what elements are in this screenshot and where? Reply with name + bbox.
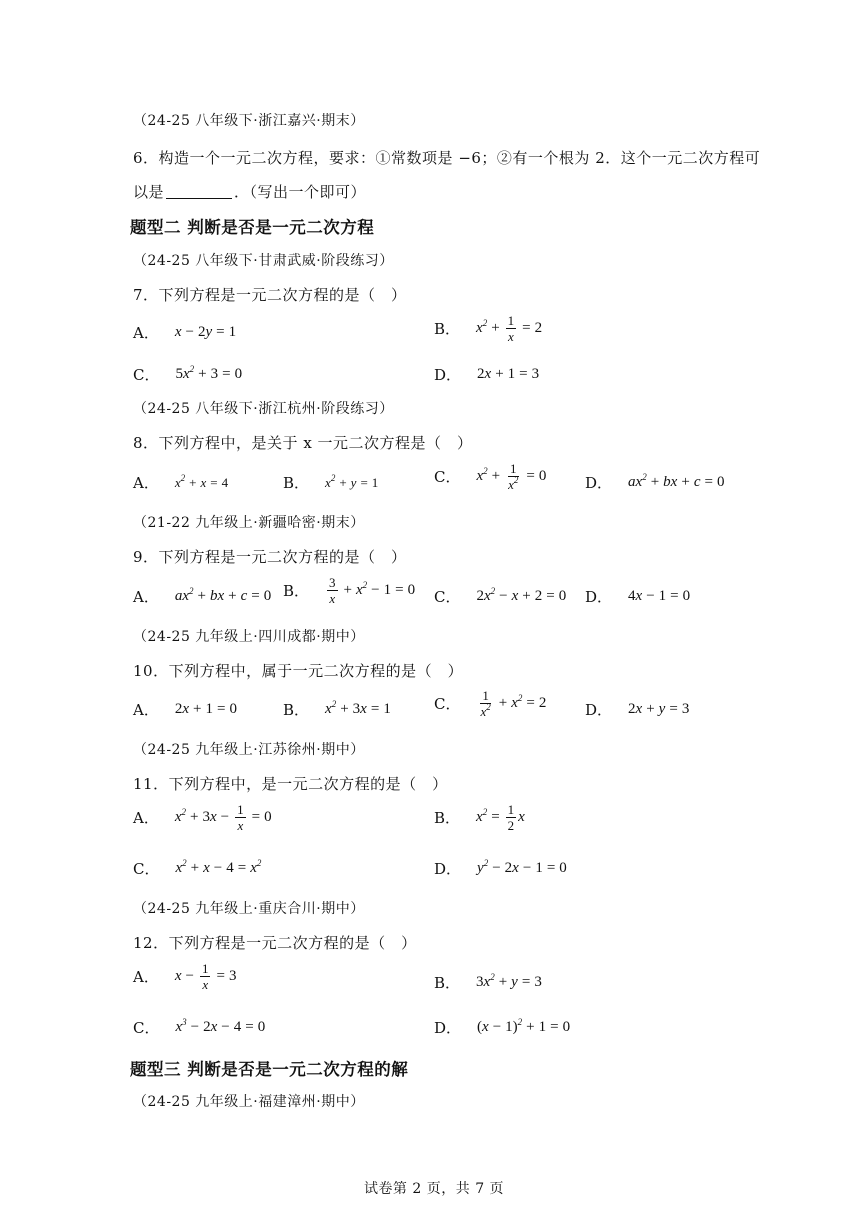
equation: $x^2 + y = 1$: [325, 472, 379, 490]
q12-option-d[interactable]: [434, 1017, 570, 1038]
question-9-stem: 9．下列方程是一元二次方程的是（ ）: [133, 548, 407, 566]
q7-option-b[interactable]: [434, 314, 542, 343]
q12-option-c[interactable]: [133, 1017, 265, 1038]
option-letter: B．: [283, 701, 310, 719]
option-letter: D．: [434, 366, 462, 384]
q9-option-d[interactable]: [585, 586, 690, 607]
q12-option-a[interactable]: [133, 962, 236, 991]
answer-blank[interactable]: [166, 184, 232, 199]
option-letter: A．: [133, 968, 159, 986]
option-letter: D．: [585, 474, 613, 492]
source-note-q7: （24-25 八年级下·甘肃武威·阶段练习）: [133, 253, 394, 269]
question-6-suffix: ．（写出一个即可）: [234, 183, 367, 201]
source-note-q6: （24-25 八年级下·浙江嘉兴·期末）: [133, 113, 365, 129]
option-letter: B．: [434, 974, 461, 992]
option-letter: A．: [133, 701, 159, 719]
option-letter: C．: [434, 588, 461, 606]
q9-option-c[interactable]: [434, 586, 566, 607]
equation: 4x − 1 = 0: [628, 588, 691, 604]
section-heading-type3: 题型三 判断是否是一元二次方程的解: [130, 1060, 409, 1079]
page-footer: 试卷第 2 页，共 7 页: [363, 1181, 505, 1197]
equation: x − $\frac{1}{x}$ = 3: [174, 961, 237, 992]
question-11-stem: 11．下列方程中，是一元二次方程的是（ ）: [133, 775, 448, 793]
equation: 2x + 1 = 3: [477, 366, 540, 382]
q10-option-d[interactable]: [585, 699, 689, 720]
option-letter: A．: [133, 324, 159, 342]
equation: 2x + 1 = 0: [174, 701, 237, 717]
q11-option-a[interactable]: [133, 803, 272, 832]
q8-option-d[interactable]: [585, 472, 724, 493]
equation: x − 2y = 1: [174, 324, 237, 340]
option-letter: D．: [434, 860, 462, 878]
option-letter: D．: [585, 588, 613, 606]
equation: $x^2 + x = 4$: [174, 472, 229, 490]
source-note-q11: （24-25 九年级上·江苏徐州·期中）: [133, 742, 365, 758]
equation: $\frac{3}{x}$ + $x^2 - 1 = 0$: [329, 575, 416, 606]
option-letter: B．: [434, 320, 461, 338]
question-10-stem: 10．下列方程中，属于一元二次方程的是（ ）: [133, 662, 464, 680]
source-note-q10: （24-25 九年级上·四川成都·期中）: [133, 629, 365, 645]
equation: $x^2$ + $\frac{1}{x}$ = 2: [476, 313, 543, 344]
q10-option-b[interactable]: [283, 699, 391, 720]
equation: $\frac{1}{x^2}$ + $x^2 = 2$: [480, 688, 547, 719]
equation: $x^2 + 3x$ − $\frac{1}{x}$ = 0: [174, 802, 272, 833]
q11-option-d[interactable]: [434, 858, 567, 879]
q11-option-b[interactable]: [434, 803, 525, 832]
section-heading-type2: 题型二 判断是否是一元二次方程: [130, 218, 375, 237]
source-note-q12: （24-25 九年级上·重庆合川·期中）: [133, 901, 365, 917]
option-letter: C．: [133, 366, 160, 384]
question-6-prefix: 以是: [133, 183, 165, 201]
equation: $y^2 - 2x - 1 = 0$: [477, 858, 567, 876]
option-letter: B．: [434, 809, 461, 827]
q10-option-c[interactable]: [434, 689, 546, 718]
question-7-stem: 7．下列方程是一元二次方程的是（ ）: [133, 286, 407, 304]
option-letter: C．: [434, 468, 461, 486]
q7-option-c[interactable]: [133, 364, 242, 385]
source-note-q8: （24-25 八年级下·浙江杭州·阶段练习）: [133, 401, 394, 417]
equation: $2x^2 - x + 2 = 0$: [476, 586, 567, 604]
source-note-q13: （24-25 九年级上·福建漳州·期中）: [133, 1094, 365, 1110]
equation: $(x - 1)^2 + 1 = 0$: [477, 1017, 571, 1035]
equation: $x^2$ = $\frac{1}{2}$ x: [476, 802, 525, 833]
equation: $x^3 - 2x - 4 = 0$: [175, 1017, 266, 1035]
option-letter: C．: [133, 860, 160, 878]
source-note-q9: （21-22 九年级上·新疆哈密·期末）: [133, 515, 365, 531]
equation: $x^2 + x - 4 = x^2$: [175, 858, 262, 876]
option-letter: A．: [133, 588, 159, 606]
q9-option-a[interactable]: [133, 586, 271, 607]
equation: $ax^2$ + bx + c = 0: [628, 472, 725, 490]
equation: $x^2$ + $\frac{1}{x^2}$ = 0: [476, 461, 547, 492]
equation: 2x + y = 3: [628, 701, 690, 717]
equation: $x^2 + 3x = 1$: [325, 699, 391, 717]
question-8-stem: 8．下列方程中，是关于 x 一元二次方程是（ ）: [133, 434, 473, 452]
equation: $5x^2 + 3 = 0$: [175, 364, 243, 382]
q12-option-b[interactable]: [434, 972, 542, 993]
q11-option-c[interactable]: [133, 858, 261, 879]
option-letter: C．: [434, 695, 461, 713]
option-letter: A．: [133, 809, 159, 827]
q8-option-a[interactable]: [133, 472, 228, 493]
equation: $ax^2$ + bx + c = 0: [174, 586, 272, 604]
q8-option-c[interactable]: [434, 462, 546, 491]
option-letter: B．: [283, 582, 310, 600]
q7-option-a[interactable]: [133, 322, 236, 343]
q7-option-d[interactable]: [434, 364, 539, 385]
question-6-line1: 6．构造一个一元二次方程，要求：①常数项是 −6；②有一个根为 2．这个一元二次方程可: [133, 149, 761, 167]
option-letter: D．: [434, 1019, 462, 1037]
option-letter: A．: [133, 474, 159, 492]
question-12-stem: 12．下列方程是一元二次方程的是（ ）: [133, 934, 417, 952]
q10-option-a[interactable]: [133, 699, 237, 720]
option-letter: B．: [283, 474, 310, 492]
option-letter: D．: [585, 701, 613, 719]
equation: $3x^2 + y = 3$: [476, 972, 542, 990]
q8-option-b[interactable]: [283, 472, 378, 493]
question-6-line2: [133, 181, 366, 202]
option-letter: C．: [133, 1019, 160, 1037]
q9-option-b[interactable]: [283, 576, 415, 605]
